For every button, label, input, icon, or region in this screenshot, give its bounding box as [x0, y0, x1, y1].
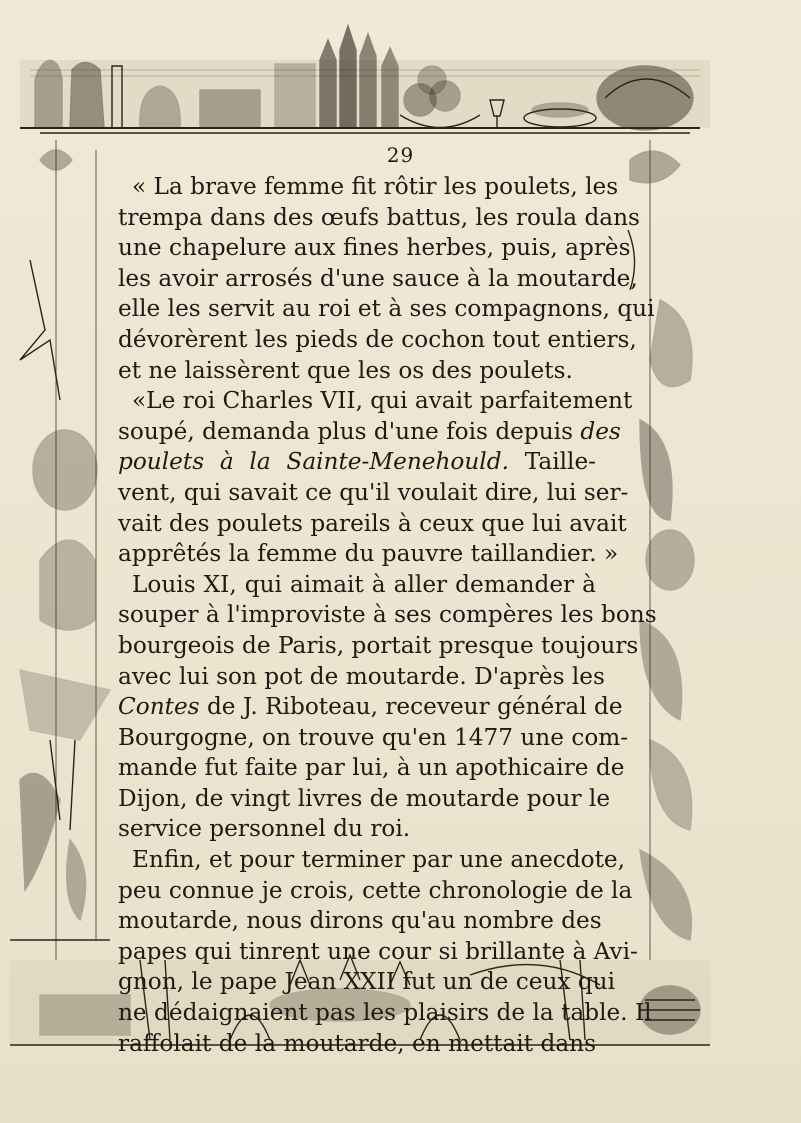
text-line — [118, 386, 633, 417]
text-run: Enfin, et pour terminer par une anecdote, — [132, 846, 626, 874]
text-line — [118, 325, 637, 356]
text-line — [118, 906, 602, 937]
text-run: vent, qui savait ce qu'il voulait dire, lui ser- — [118, 478, 629, 506]
text-run: de J. Riboteau, receveur général de — [199, 693, 623, 721]
text-run: Dijon, de vingt livres de moutarde pour le — [118, 784, 611, 812]
text-line — [118, 753, 625, 784]
text-line — [118, 264, 638, 295]
text-line — [118, 814, 596, 845]
text-line — [118, 692, 623, 723]
text-run: peu connue je crois, cette chronologie de la — [118, 876, 633, 904]
text-line — [118, 876, 633, 907]
body-text — [118, 172, 657, 1059]
text-line — [118, 998, 652, 1029]
italic-text: des — [580, 417, 621, 445]
text-run: dévorèrent les pieds de cochon tout entiers, — [118, 325, 637, 353]
text-line — [118, 937, 638, 968]
text-run: soupé, demanda plus d'une fois depuis — [118, 417, 581, 445]
hanging-game-and-pots-icon — [628, 140, 694, 960]
italic-text: Contes — [118, 693, 200, 721]
text-run: «Le roi Charles VII, qui avait parfaitement — [132, 387, 633, 415]
text-line — [118, 478, 629, 509]
text-line — [118, 539, 619, 570]
text-line — [118, 845, 626, 876]
text-line — [118, 631, 639, 662]
text-line — [118, 509, 627, 540]
text-run: papes qui tinrent une cour si brillante à Avi- — [118, 937, 638, 965]
text-run: « La brave femme fit rôtir les poulets, les — [132, 173, 619, 200]
text-run: ne dédaignaient pas les plaisirs de la table. Il — [118, 999, 652, 1027]
text-run: moutarde, nous dirons qu'au nombre des — [118, 907, 602, 935]
text-run: bourgeois de Paris, portait presque toujours — [118, 631, 639, 659]
text-run: Taille- — [508, 448, 597, 476]
text-line — [118, 967, 616, 998]
text-run: service personnel du roi. — [118, 815, 411, 843]
text-line — [118, 1029, 596, 1060]
text-line — [118, 294, 655, 325]
hanging-kitchen-utensils-icon — [10, 140, 110, 960]
text-run: souper à l'improviste à ses compères les bons — [118, 601, 657, 629]
text-run: Louis XI, qui aimait à aller demander à — [132, 570, 596, 598]
text-run: trempa dans des œufs battus, les roula dans — [118, 203, 640, 231]
text-line — [118, 570, 596, 601]
text-run: les avoir arrosés d'une sauce à la moutarde, — [118, 264, 638, 292]
text-line — [118, 662, 605, 693]
text-run: Bourgogne, on trouve qu'en 1477 une com- — [118, 723, 629, 751]
text-run: gnon, le pape Jean XXII fut un de ceux qui — [118, 968, 616, 996]
text-run: et ne laissèrent que les os des poulets. — [118, 356, 573, 384]
italic-text: poulets à la Sainte-Menehould. — [118, 448, 509, 476]
text-run: vait des poulets pareils à ceux que lui avait — [118, 509, 627, 537]
text-line — [118, 600, 657, 631]
text-line — [118, 233, 631, 264]
text-line — [118, 356, 596, 387]
text-run: avec lui son pot de moutarde. D'après les — [118, 662, 605, 690]
still-life-with-bottles-bread-fruit-icon — [20, 26, 710, 133]
text-run: raffolait de la moutarde, en mettait dans — [118, 1029, 596, 1057]
text-run: une chapelure aux fines herbes, puis, après — [118, 234, 631, 262]
text-run: apprêtés la femme du pauvre taillandier. » — [118, 540, 619, 568]
text-run: elle les servit au roi et à ses compagnons, qui — [118, 295, 655, 323]
text-line — [118, 203, 640, 234]
text-line — [118, 447, 596, 478]
text-line — [118, 417, 621, 448]
text-run: mande fut faite par lui, à un apothicaire de — [118, 754, 625, 782]
page-number: 29 — [386, 143, 415, 167]
text-line — [118, 172, 619, 203]
text-line — [118, 784, 611, 815]
text-line — [118, 723, 629, 754]
